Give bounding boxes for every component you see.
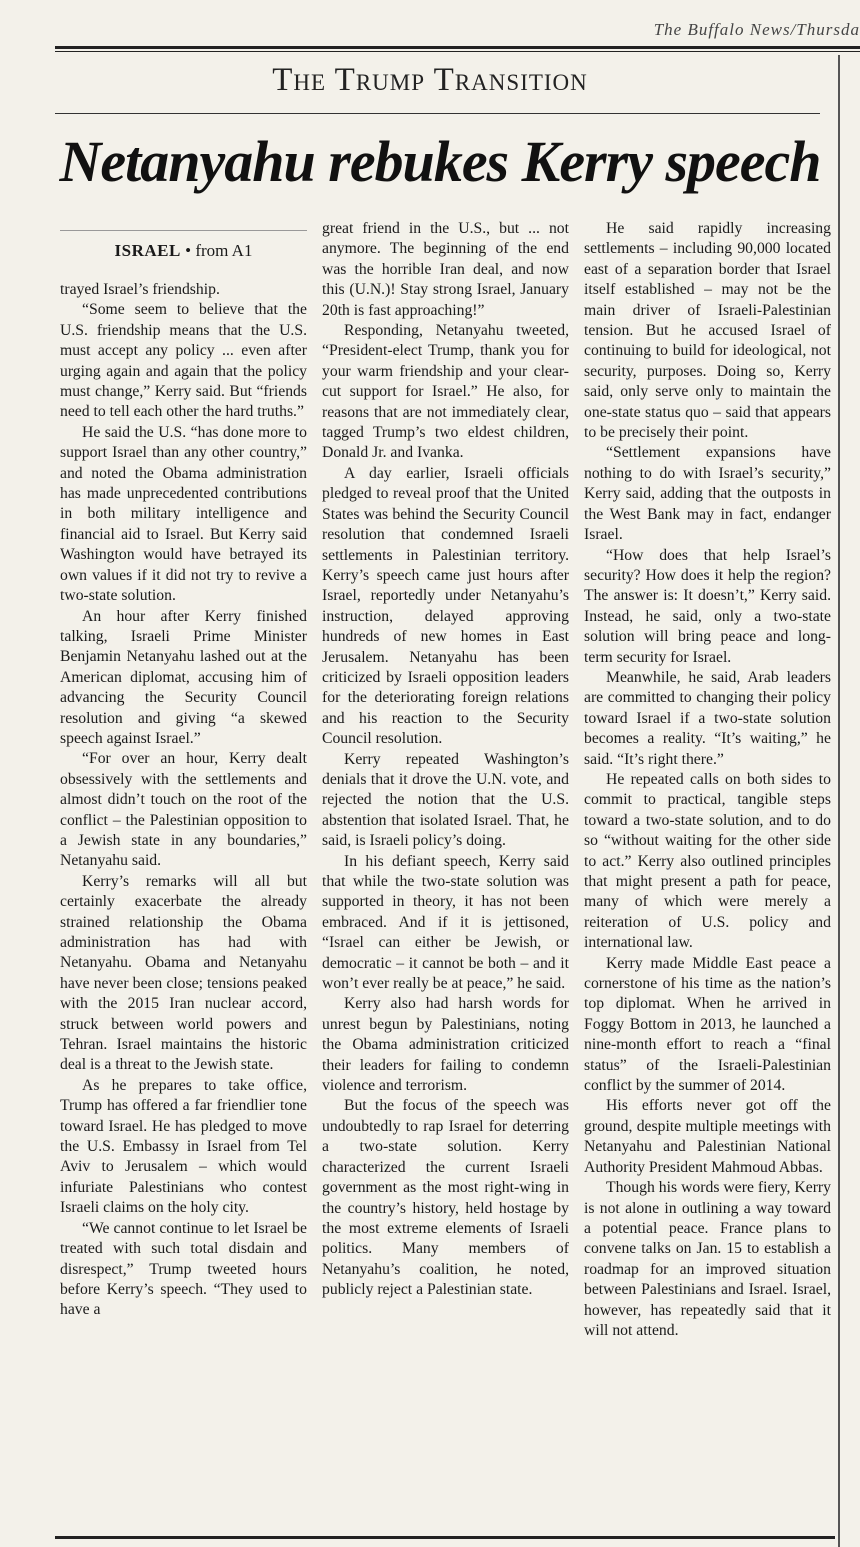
paragraph: As he prepares to take office, Trump has offered a far friendlier tone toward Israel. He has pledged to move the U.S. Embassy in Israel from Tel Aviv to Jerusalem – which would infuriate Palestinians who contest Israeli claims on the holy city. [60, 1076, 307, 1217]
bottom-rule [55, 1536, 835, 1539]
top-rule-thin [55, 51, 860, 52]
paragraph: A day earlier, Israeli officials pledged to reveal proof that the United States was behind the Security Council resolution that condemned Israeli settlements in Palestinian territory. Kerry’s speech came just hours after Israel, reportedly under Netanyahu’s instruction, delayed approving hundreds of new homes in East Jerusalem. Netanyahu has been criticized by Israeli opposition leaders for the deteriorating foreign relations and his reaction to the Security Council resolution. [322, 464, 569, 748]
article-column-3 [584, 219, 831, 1341]
paragraph: Responding, Netanyahu tweeted, “President-elect Trump, thank you for your warm friendship and your clear-cut support for Israel.” He also, for reasons that are not immediately clear, tagged Trump’s two eldest children, Donald Jr. and Ivanka. [322, 322, 569, 462]
paragraph: Kerry also had harsh words for unrest begun by Palestinians, noting the Obama administration criticized their leaders for failing to condemn violence and terrorism. [322, 995, 569, 1095]
paragraph: “For over an hour, Kerry dealt obsessively with the settlements and almost didn’t touch on the root of the conflict – the Palestinian opposition to a Jewish state in any boundaries,” Netanyahu said. [60, 750, 307, 870]
paragraph: His efforts never got off the ground, despite multiple meetings with Netanyahu and Palestinian National Authority President Mahmoud Abbas. [584, 1097, 831, 1176]
paragraph: In his defiant speech, Kerry said that while the two-state solution was supported in theory, it has not been embraced. And if it is jettisoned, “Israel can either be Jewish, or democratic – it cannot be both – and it won’t ever really be at peace,” he said. [322, 852, 569, 993]
article-column-2 [322, 219, 569, 1301]
paragraph: Kerry’s remarks will all but certainly exacerbate the already strained relationship the Obama administration has had with Netanyahu. Obama and Netanyahu have never been close; tensions peaked with the 2015 Iran nuclear accord, struck between world powers and Tehran. Israel maintains the historic deal is a threat to the Jewish state. [60, 872, 307, 1074]
paragraph: An hour after Kerry finished talking, Israeli Prime Minister Benjamin Netanyahu lashed out at the American diplomat, accusing him of advancing the Security Council resolution and giving “a skewed speech against Israel.” [60, 607, 307, 747]
jump-from: from A1 [195, 241, 253, 260]
paragraph: “Settlement expansions have nothing to do with Israel’s security,” Kerry said, adding that the outposts in the West Bank may in fact, endanger Israel. [584, 444, 831, 544]
paragraph: He repeated calls on both sides to commit to practical, tangible steps toward a two-state solution, and to do so “without waiting for the other side to act.” Kerry also outlined principles that might present a path for peace, many of which were merely a reiteration of U.S. policy and international law. [584, 770, 831, 952]
paragraph: Kerry repeated Washington’s denials that it drove the U.N. vote, and rejected the notion that the U.S. abstention that isolated Israel. That, he said, is Israeli policy’s doing. [322, 750, 569, 850]
masthead: The Buffalo News/Thursda [653, 20, 860, 39]
paragraph: “We cannot continue to let Israel be treated with such total disdain and disrespect,” Trump tweeted hours before Kerry’s speech. “They used to have a [60, 1219, 307, 1319]
paragraph: Though his words were fiery, Kerry is not alone in outlining a way toward a potential peace. France plans to convene talks on Jan. 15 to establish a roadmap for an improved situation between Palestinians and Israel. Israel, however, has repeatedly said that it will not attend. [584, 1179, 831, 1339]
article-column-1 [60, 280, 307, 1321]
headline: Netanyahu rebukes Kerry speech [59, 129, 821, 194]
paragraph: trayed Israel’s friendship. [60, 281, 220, 298]
jump-kicker: ISRAEL [114, 241, 181, 260]
paragraph: Meanwhile, he said, Arab leaders are committed to changing their policy toward Israel if a two-state solution becomes a reality. “It’s waiting,” he said. “It’s right there.” [584, 668, 831, 768]
paragraph: He said rapidly increasing settlements – including 90,000 located east of a separation border that Israel itself established – may not be the main driver of Israeli-Palestinian tension. But he accused Israel of continuing to build for ideological, not security, purposes. Doing so, Kerry said, only serve only to maintain the one-state status quo – said that appears to be precisely their point. [584, 220, 831, 442]
paragraph: “How does that help Israel’s security? How does it help the region? The answer is: It doesn’t,” Kerry said. Instead, he said, only a two-state solution will bring peace and long-term security for Israel. [584, 546, 831, 666]
paragraph: great friend in the U.S., but ... not anymore. The beginning of the end was the horrible Iran deal, and now this (U.N.)! Stay strong Israel, January 20th is fast approaching!” [322, 220, 569, 319]
jump-line [60, 230, 307, 261]
paragraph: Kerry made Middle East peace a cornerstone of his time as the nation’s top diplomat. When he arrived in Foggy Bottom in 2013, he launched a nine-month effort to reach a “final status” of the Israeli-Palestinian conflict by the summer of 2014. [584, 954, 831, 1095]
top-rule [55, 46, 860, 49]
section-title: The Trump Transition [272, 62, 588, 98]
paragraph: “Some seem to believe that the U.S. friendship means that the U.S. must accept any policy ... even after urging again and again that the policy must change,” Kerry said. But “friends need to tell each other the hard truths.” [60, 301, 307, 421]
column-divider [838, 55, 840, 1547]
paragraph: But the focus of the speech was undoubtedly to rap Israel for deterring a two-state solution. Kerry characterized the current Israeli government as the most right-wing in the country’s history, held hostage by the most extreme elements of Israeli politics. Many members of Netanyahu’s coalition, he noted, publicly reject a Palestinian state. [322, 1097, 569, 1299]
jump-separator: • [180, 241, 196, 260]
paragraph: He said the U.S. “has done more to support Israel than any other country,” and noted the Obama administration has made unprecedented contributions in both military intelligence and financial aid to Israel. But Kerry said Washington would have betrayed its own values if it did not try to revive a two-state solution. [60, 423, 307, 605]
section-rule [55, 113, 820, 114]
